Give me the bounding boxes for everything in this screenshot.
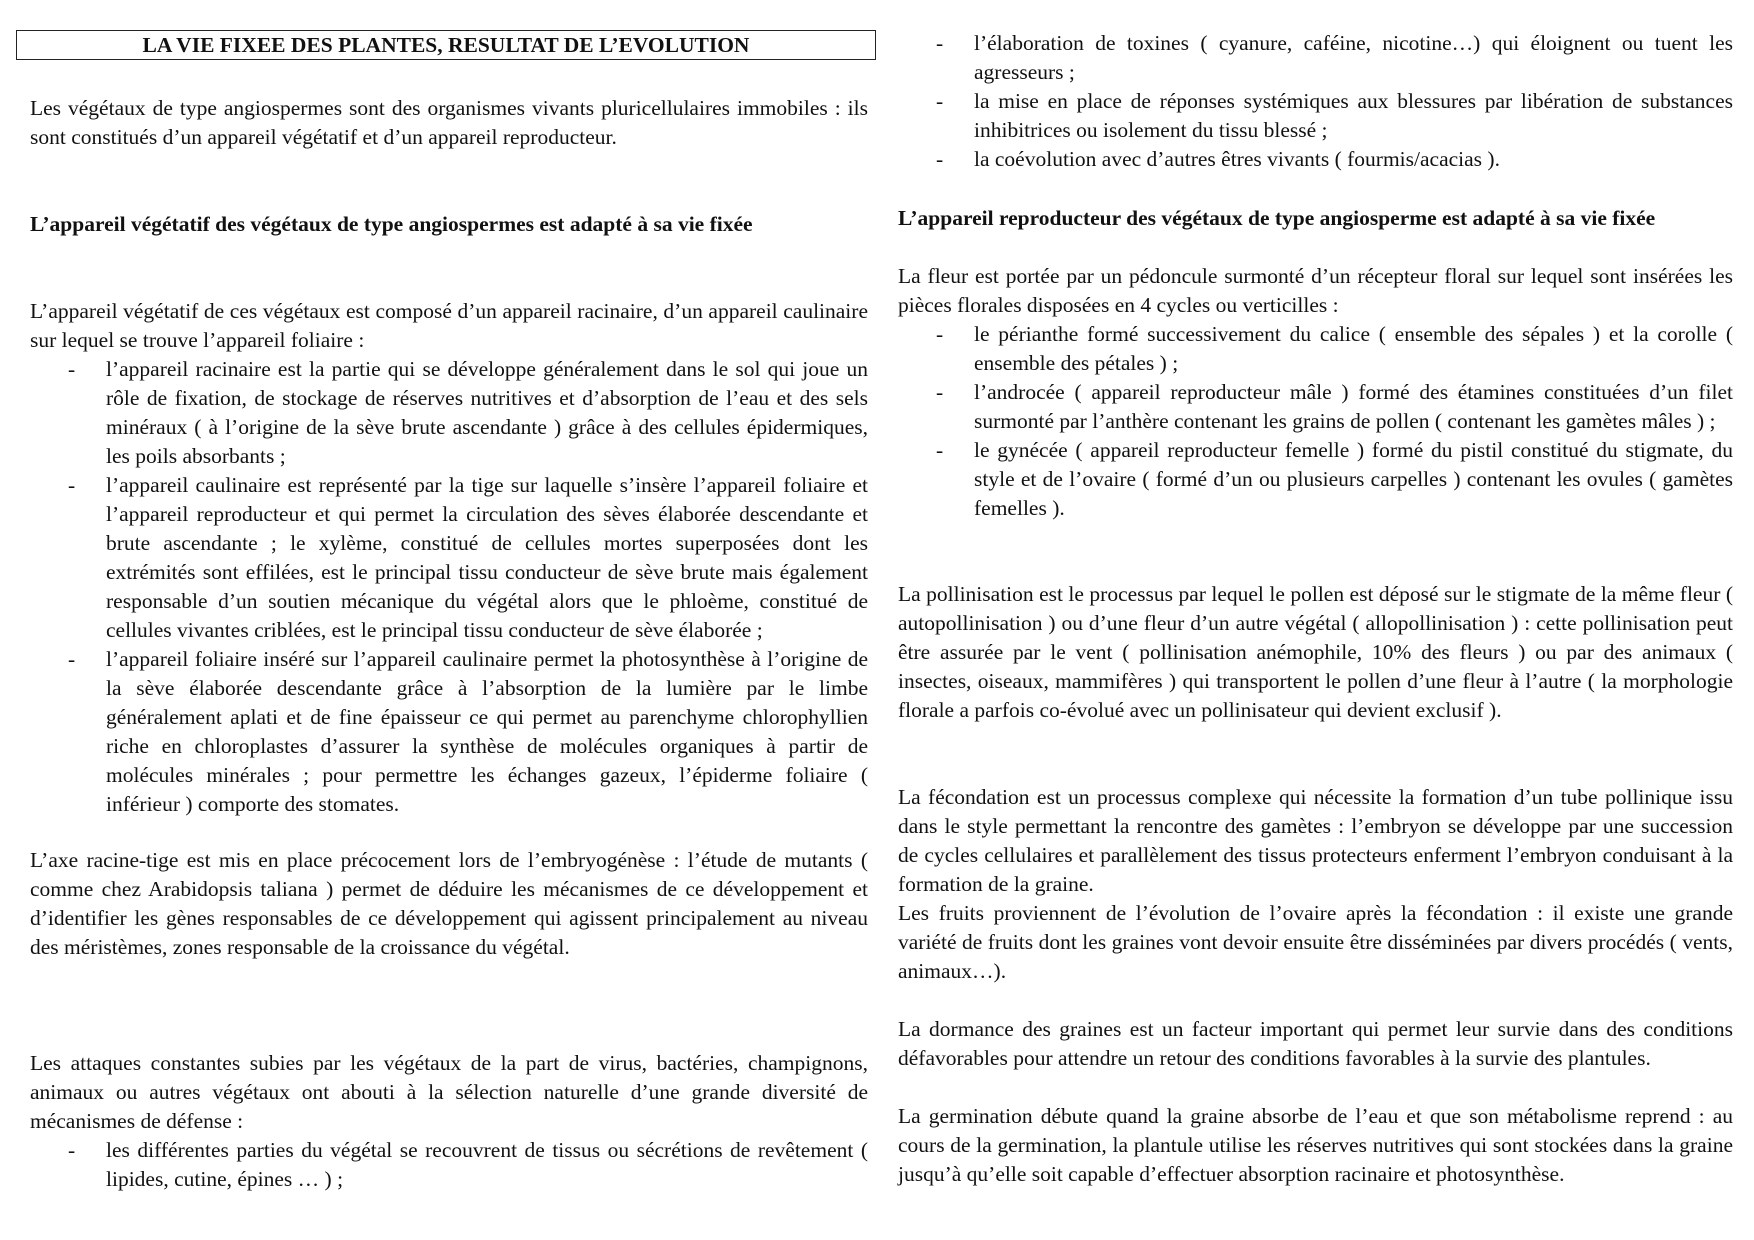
list-item-racinaire: - l’appareil racinaire est la partie qui se développe généralement dans le sol qui joue un rôle de fixation, de stockage de réserves nutritives et d’absorption de l’eau et des sels minéraux ( à l’origine de la sève brute ascendante ) grâce à des cellules épidermiques, les poils absorbants ; (30, 355, 868, 471)
fleur-intro-paragraph: La fleur est portée par un pédoncule surmonté d’un récepteur floral sur lequel sont insérées les pièces florales disposées en 4 cycles ou verticilles : (898, 264, 1733, 317)
list-item-toxines: - l’élaboration de toxines ( cyanure, caféine, nicotine…) qui éloignent ou tuent les agresseurs ; (898, 29, 1733, 87)
list-item-coevolution: - la coévolution avec d’autres êtres vivants ( fourmis/acacias ). (898, 145, 1733, 174)
list-item-reponses-systemiques: - la mise en place de réponses systémiques aux blessures par libération de substances inhibitrices ou isolement du tissu blessé ; (898, 87, 1733, 145)
heading-appareil-reproducteur: L’appareil reproducteur des végétaux de type angiosperme est adapté à sa vie fixée (898, 206, 1656, 230)
vegetatif-list (30, 355, 868, 819)
germination-paragraph: La germination débute quand la graine absorbe de l’eau et que son métabolisme reprend : au cours de la germination, la plantule utilise les réserves nutritives qui sont stockées dans la graine jusqu’à qu’elle soit capable d’effectuer absorption racinaire et photosynthèse. (898, 1104, 1733, 1186)
pollinisation-paragraph: La pollinisation est le processus par lequel le pollen est déposé sur le stigmate de la même fleur ( autopollinisation ) ou d’une fleur d’un autre végétal ( allopollinisation ) : cette pollinisation peut être assurée par le vent ( pollinisation anémophile, 10% des fleurs ) ou par des animaux ( insectes, oiseaux, mammifères ) qui transportent le pollen d’une fleur à l’autre ( la morphologie florale a parfois co-évolué avec un pollinisateur qui devient exclusif ). (898, 582, 1733, 722)
defense-list (30, 1136, 868, 1194)
axe-racine-tige-paragraph: L’axe racine-tige est mis en place précocement lors de l’embryogénèse : l’étude de mutants ( comme chez Arabidopsis taliana ) permet de déduire les mécanismes de ce développement et d’identifier les gènes responsables de ce développement qui agissent principalement au niveau des méristèmes, zones responsable de la croissance du végétal. (30, 848, 868, 959)
heading-appareil-vegetatif: L’appareil végétatif des végétaux de type angiospermes est adapté à sa vie fixée (30, 212, 753, 236)
defense-list-continued (898, 29, 1733, 174)
list-item-foliaire: - l’appareil foliaire inséré sur l’appareil caulinaire permet la photosynthèse à l’origine de la sève élaborée descendante grâce à l’absorption de la lumière par le limbe généralement aplati et de fine épaisseur ce qui permet au parenchyme chlorophyllien riche en chloroplastes d’assurer la synthèse de molécules organiques à partir de molécules minérales ; pour permettre les échanges gazeux, l’épiderme foliaire ( inférieur ) comporte des stomates. (30, 645, 868, 819)
vegetatif-intro-paragraph: L’appareil végétatif de ces végétaux est composé d’un appareil racinaire, d’un appareil caulinaire sur lequel se trouve l’appareil foliaire : (30, 299, 868, 352)
list-item-revetement: - les différentes parties du végétal se recouvrent de tissus ou sécrétions de revêtement ( lipides, cutine, épines … ) ; (30, 1136, 868, 1194)
fecondation-paragraph: La fécondation est un processus complexe qui nécessite la formation d’un tube pollinique issu dans le style permettant la rencontre des gamètes : l’embryon se développe par une succession de cycles cellulaires et parallèlement des tissus protecteurs enferment l’embryon conduisant à la formation de la graine. (898, 785, 1733, 896)
attaques-paragraph: Les attaques constantes subies par les végétaux de la part de virus, bactéries, champignons, animaux ou autres végétaux ont abouti à la sélection naturelle d’une grande diversité de mécanismes de défense : (30, 1051, 868, 1133)
intro-paragraph: Les végétaux de type angiospermes sont des organismes vivants pluricellulaires immobiles : ils sont constitués d’un appareil végétatif et d’un appareil reproducteur. (30, 96, 868, 149)
dormance-paragraph: La dormance des graines est un facteur important qui permet leur survie dans des conditions défavorables pour attendre un retour des conditions favorables à la survie des plantules. (898, 1017, 1733, 1070)
document-title: LA VIE FIXEE DES PLANTES, RESULTAT DE L’EVOLUTION (16, 30, 876, 60)
fleur-list (898, 320, 1733, 523)
list-item-perianthe: - le périanthe formé successivement du calice ( ensemble des sépales ) et la corolle ( ensemble des pétales ) ; (898, 320, 1733, 378)
list-item-caulinaire: - l’appareil caulinaire est représenté par la tige sur laquelle s’insère l’appareil foliaire et l’appareil reproducteur et qui permet la circulation des sèves élaborée descendante et brute ascendante ; le xylème, constitué de cellules mortes superposées dont les extrémités sont effilées, est le principal tissu conducteur de sève brute mais également responsable d’un soutien mécanique du végétal alors que le phloème, constitué de cellules vivantes criblées, est le principal tissu conducteur de sève élaborée ; (30, 471, 868, 645)
fruits-paragraph: Les fruits proviennent de l’évolution de l’ovaire après la fécondation : il existe une grande variété de fruits dont les graines vont devoir ensuite être disséminées par divers procédés ( vents, animaux…). (898, 901, 1733, 983)
list-item-gynecee: - le gynécée ( appareil reproducteur femelle ) formé du pistil constitué du stigmate, du style et de l’ovaire ( formé d’un ou plusieurs carpelles ) contenant les ovules ( gamètes femelles ). (898, 436, 1733, 523)
list-item-androcee: - l’androcée ( appareil reproducteur mâle ) formé des étamines constituées d’un filet surmonté par l’anthère contenant les grains de pollen ( contenant les gamètes mâles ) ; (898, 378, 1733, 436)
